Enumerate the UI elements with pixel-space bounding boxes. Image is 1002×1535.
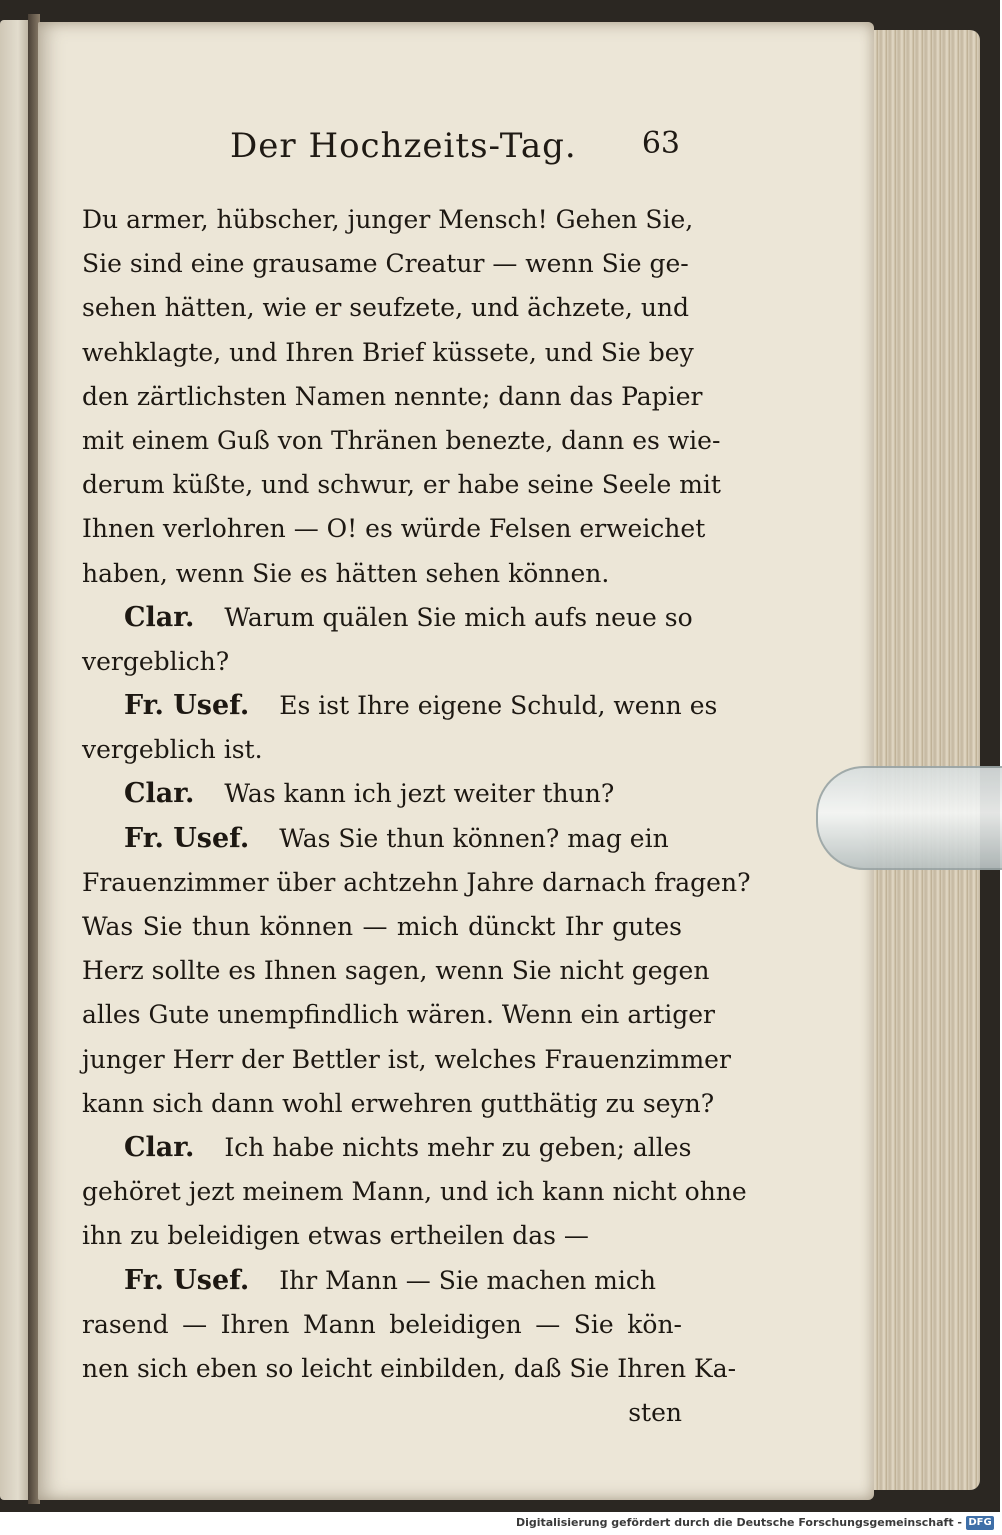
line-text: kann sich dann wohl erwehren gutthätig zu seyn?	[82, 1088, 715, 1118]
speaker-name: Fr. Usef.	[124, 1264, 250, 1296]
page-block-edges	[860, 30, 980, 1490]
text-line	[82, 552, 682, 596]
line-text: Ihr Mann — Sie machen mich	[279, 1265, 656, 1295]
line-text: Frauenzimmer über achtzehn Jahre darnach fragen?	[82, 867, 751, 897]
line-text: Sie sind eine grausame Creatur — wenn Sie ge-	[82, 249, 689, 279]
text-line	[82, 1391, 682, 1435]
text-line	[82, 507, 706, 551]
funding-credit: Digitalisierung gefördert durch die Deutsche Forschungsgemeinschaft -	[515, 1516, 962, 1529]
line-text: sehen hätten, wie er seufzete, und ächzete, und	[82, 293, 690, 323]
line-text: Herz sollte es Ihnen sagen, wenn Sie nicht gegen	[82, 956, 710, 986]
text-line	[82, 1303, 682, 1347]
speaker-name: Fr. Usef.	[124, 690, 250, 722]
speaker-name: Clar.	[124, 1131, 195, 1163]
text-line	[82, 728, 682, 772]
text-line	[82, 286, 690, 330]
line-text: vergeblich?	[82, 646, 230, 676]
text-line	[82, 905, 682, 949]
page-clip	[816, 766, 1002, 870]
line-text: nen sich eben so leicht einbilden, daß Sie Ihren Ka-	[82, 1353, 737, 1383]
text-line	[82, 375, 703, 419]
page-header	[230, 126, 680, 172]
text-line	[82, 1214, 682, 1258]
text-line	[82, 596, 693, 640]
line-text: Ich habe nichts mehr zu geben; alles	[224, 1132, 692, 1162]
line-text: rasend — Ihren Mann beleidigen — Sie kön-	[82, 1309, 682, 1339]
line-text: junger Herr der Bettler ist, welches Frauenzimmer	[82, 1044, 731, 1074]
line-text: haben, wenn Sie es hätten sehen können.	[82, 558, 610, 588]
line-text: Was Sie thun können? mag ein	[279, 823, 669, 853]
text-line	[82, 1170, 747, 1214]
page-number: 63	[641, 126, 680, 161]
line-text: vergeblich ist.	[82, 735, 263, 765]
footer-bar	[0, 1512, 1000, 1535]
line-text: derum küßte, und schwur, er habe seine Seele mit	[82, 470, 721, 500]
text-line	[82, 1259, 682, 1303]
line-text: mit einem Guß von Thränen benezte, dann es wie-	[82, 425, 721, 455]
text-line	[82, 1082, 715, 1126]
line-text: gehöret jezt meinem Mann, und ich kann nicht ohne	[82, 1177, 747, 1207]
text-line	[82, 949, 710, 993]
line-text: wehklagte, und Ihren Brief küssete, und Sie bey	[82, 337, 694, 367]
line-text: Warum quälen Sie mich aufs neue so	[224, 602, 693, 632]
line-text: alles Gute unempfindlich wären. Wenn ein artiger	[82, 1000, 715, 1030]
dfg-logo: DFG	[966, 1516, 994, 1530]
text-line	[82, 772, 682, 816]
previous-page-edge	[0, 20, 30, 1500]
text-line	[82, 684, 718, 728]
text-line	[82, 242, 689, 286]
text-line	[82, 331, 694, 375]
text-line	[82, 817, 682, 861]
line-text: ihn zu beleidigen etwas ertheilen das —	[82, 1221, 589, 1251]
text-line	[82, 993, 715, 1037]
text-line	[82, 463, 721, 507]
line-text: Was Sie thun können — mich dünckt Ihr gutes	[82, 912, 682, 941]
text-line	[82, 861, 751, 905]
page-text	[82, 198, 751, 1435]
text-line	[82, 419, 721, 463]
line-text: sten	[628, 1398, 682, 1428]
speaker-name: Clar.	[124, 778, 195, 810]
text-line	[82, 1126, 692, 1170]
line-text: Es ist Ihre eigene Schuld, wenn es	[279, 691, 718, 721]
running-title: Der Hochzeits-Tag.	[230, 126, 577, 166]
line-text: den zärtlichsten Namen nennte; dann das Papier	[82, 381, 703, 411]
line-text: Du armer, hübscher, junger Mensch! Gehen Sie,	[82, 205, 694, 234]
text-line	[82, 1347, 737, 1391]
speaker-name: Clar.	[124, 601, 195, 633]
speaker-name: Fr. Usef.	[124, 822, 250, 854]
line-text: Was kann ich jezt weiter thun?	[224, 779, 615, 809]
text-line	[82, 1038, 731, 1082]
text-line	[82, 198, 694, 242]
line-text: Ihnen verlohren — O! es würde Felsen erweichet	[82, 514, 706, 544]
text-line	[82, 640, 682, 684]
